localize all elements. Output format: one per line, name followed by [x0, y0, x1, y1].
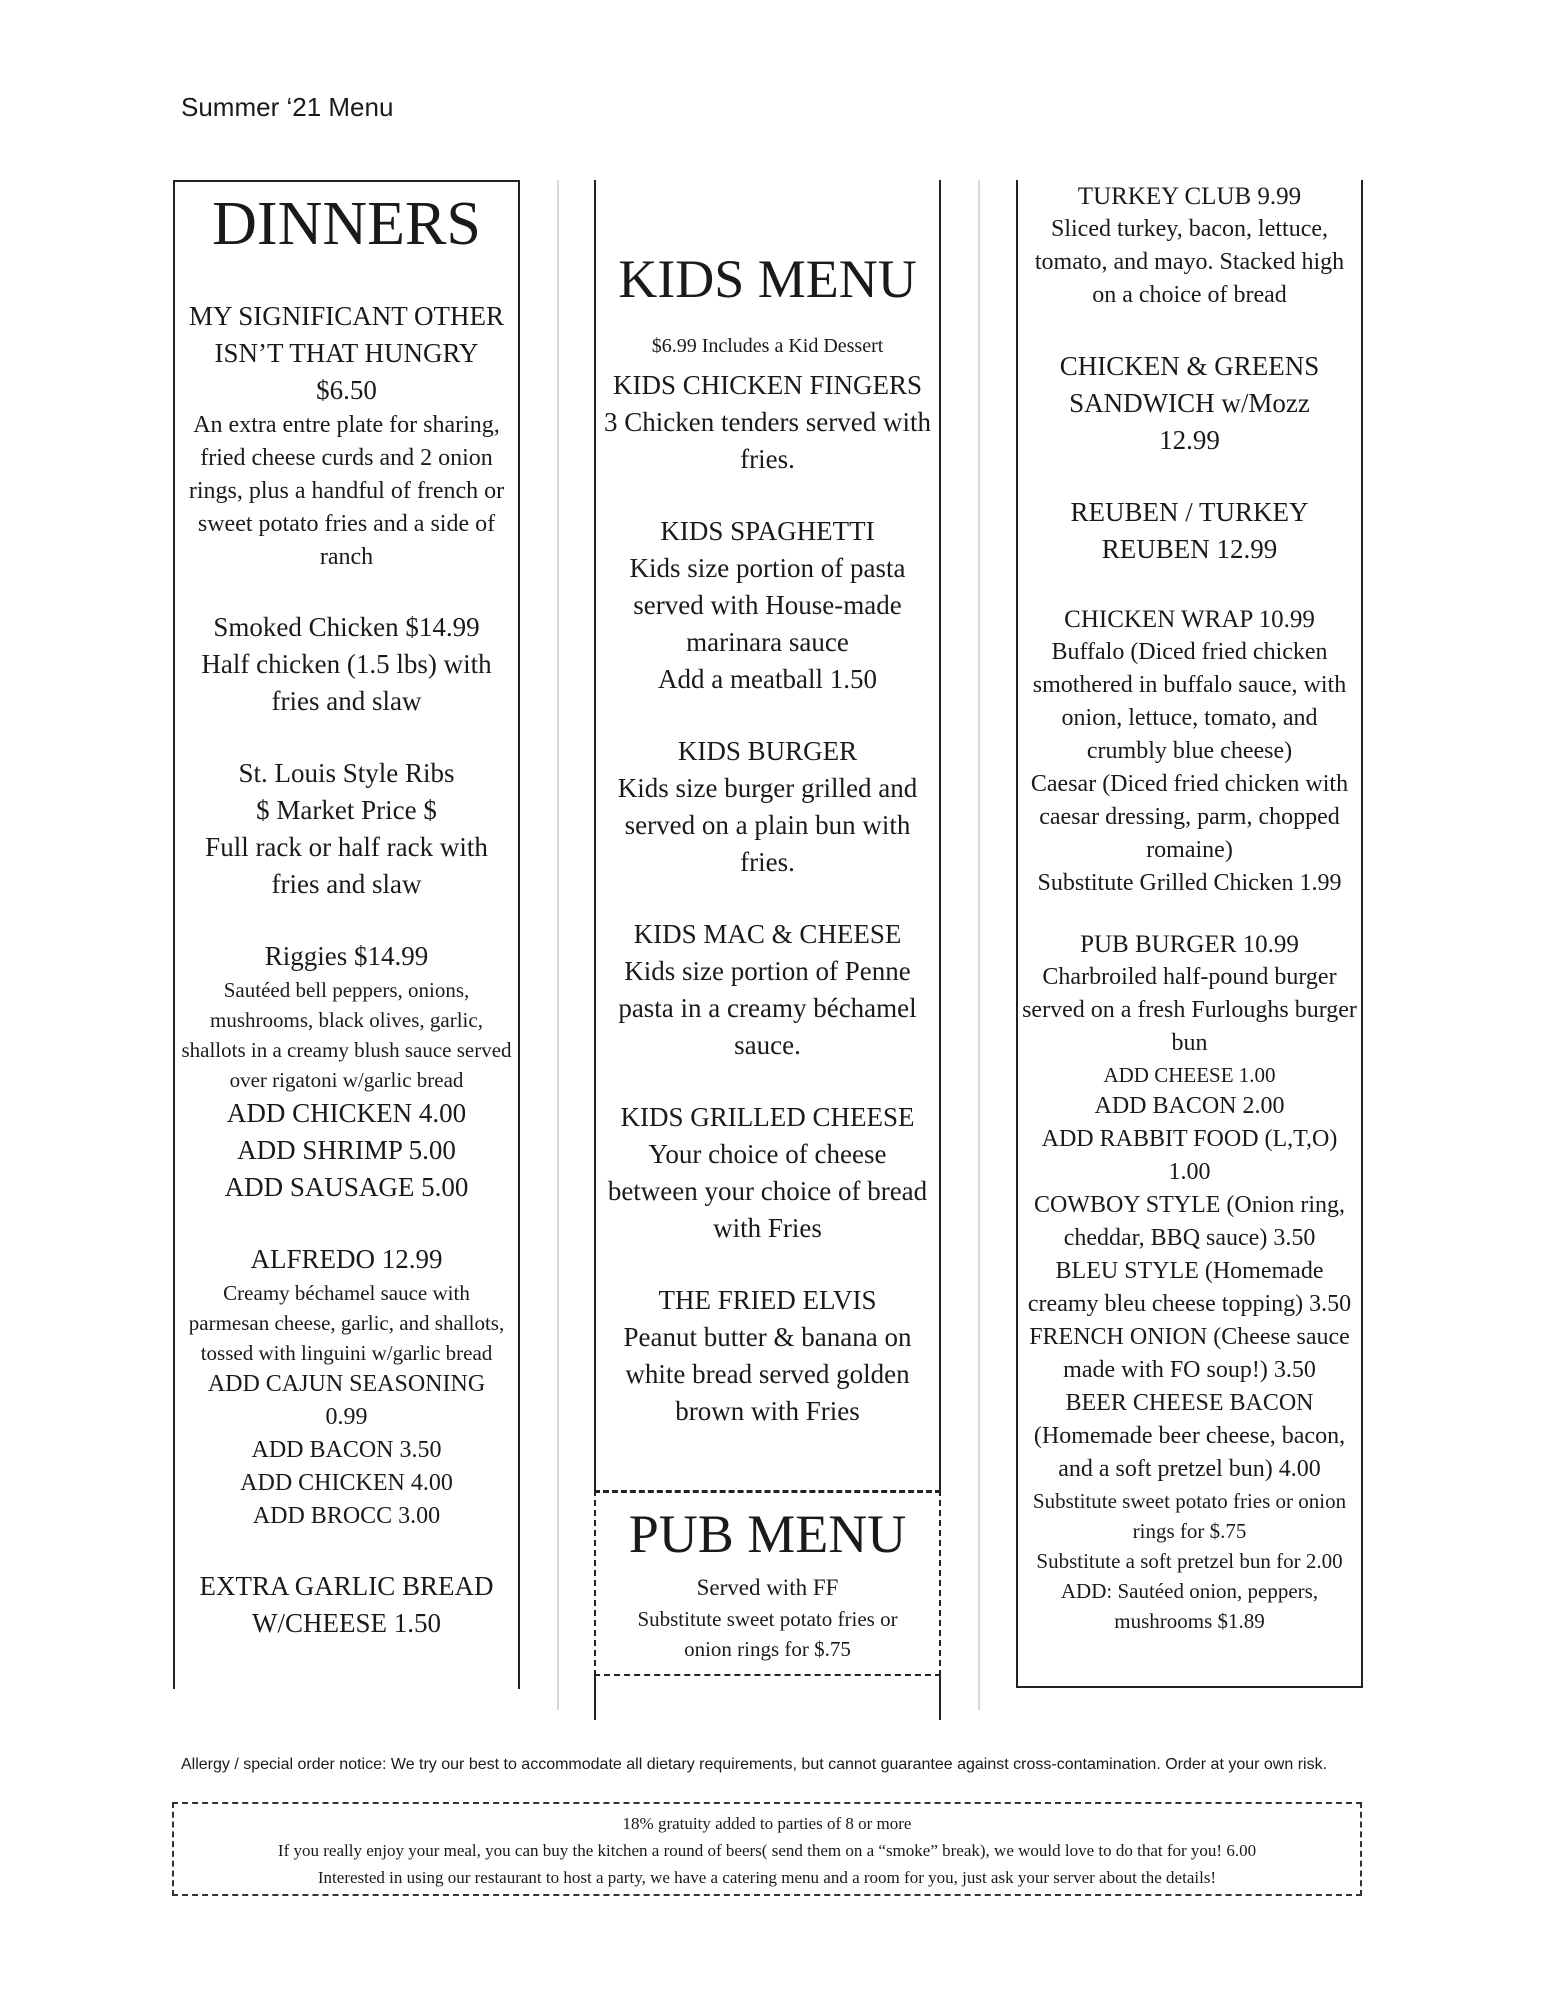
- turkey-club-description: Sliced turkey, bacon, lettuce, tomato, and mayo. Stacked high on a choice of bread: [1034, 216, 1345, 308]
- column-frame: [594, 1676, 941, 1720]
- kids-item-title: KIDS MAC & CHEESE: [633, 919, 902, 950]
- significant-other-price: $6.50: [316, 375, 377, 406]
- smoked-chicken-description: Half chicken (1.5 lbs) with fries and slaw: [201, 649, 492, 717]
- significant-other-description: An extra entre plate for sharing, fried cheese curds and 2 onion rings, plus a handful of french or sweet potato fries and a side of ranch: [188, 412, 505, 571]
- chicken-wrap-substitute: Substitute Grilled Chicken 1.99: [1037, 870, 1342, 896]
- pub-burger-substitute: Substitute sweet potato fries or onion rings for $.75: [1032, 1489, 1347, 1543]
- alfredo-addon: ADD BACON 3.50: [251, 1437, 442, 1464]
- alfredo-addon: ADD CHICKEN 4.00: [240, 1470, 453, 1497]
- riggies-addon: ADD SHRIMP 5.00: [237, 1135, 456, 1166]
- allergy-notice: Allergy / special order notice: We try our best to accommodate all dietary requirements, but cannot guarantee against cross-contamination. Order at your own risk.: [181, 1756, 1328, 1773]
- significant-other-title: MY SIGNIFICANT OTHER: [188, 301, 504, 332]
- kids-item-title: KIDS GRILLED CHEESE: [620, 1102, 915, 1133]
- ribs-title: St. Louis Style Ribs: [238, 758, 455, 789]
- pub-burger-addon: ADD CHEESE 1.00: [1103, 1063, 1276, 1087]
- pub-burger-style: FRENCH ONION (Cheese sauce made with FO soup!) 3.50: [1029, 1324, 1350, 1383]
- ribs-price: $ Market Price $: [256, 795, 437, 826]
- beers-notice: If you really enjoy your meal, you can buy the kitchen a round of beers( send them on a “smoke” break), we would love to do that for you! 6.00: [277, 1841, 1257, 1860]
- sandwiches-section: [1016, 180, 1363, 1688]
- garlic-bread-title: EXTRA GARLIC BREAD: [199, 1571, 494, 1602]
- pub-burger-style: COWBOY STYLE (Onion ring, cheddar, BBQ sauce) 3.50: [1033, 1192, 1346, 1251]
- pub-burger-addon: ADD BACON 2.00: [1094, 1093, 1285, 1119]
- significant-other-title: ISN’T THAT HUNGRY: [214, 338, 479, 369]
- pub-burger-description: Charbroiled half-pound burger served on a fresh Furloughs burger bun: [1022, 964, 1357, 1056]
- kids-item-title: KIDS BURGER: [677, 736, 858, 767]
- kids-item-description: Peanut butter & banana on white bread served golden brown with Fries: [623, 1322, 912, 1427]
- reuben-title: REUBEN / TURKEY: [1070, 497, 1309, 527]
- kids-item-description: 3 Chicken tenders served with fries.: [604, 407, 931, 475]
- gratuity-notice: 18% gratuity added to parties of 8 or more: [622, 1814, 912, 1833]
- kids-item-title: KIDS SPAGHETTI: [660, 516, 875, 547]
- ribs-description: Full rack or half rack with fries and slaw: [205, 832, 488, 900]
- pub-burger-style: BLEU STYLE (Homemade creamy bleu cheese topping) 3.50: [1027, 1258, 1352, 1317]
- pub-burger-addon: 1.00: [1168, 1159, 1211, 1185]
- pub-substitute: Substitute sweet potato fries or onion rings for $.75: [637, 1607, 898, 1662]
- pub-served-with: Served with FF: [696, 1575, 839, 1601]
- kids-item-description: Kids size portion of pasta served with House-made marinara sauce: [629, 553, 906, 658]
- chicken-wrap-title: CHICKEN WRAP 10.99: [1064, 606, 1315, 633]
- kids-subheading: $6.99 Includes a Kid Dessert: [651, 335, 884, 358]
- dinners-section: [173, 180, 520, 1689]
- chicken-wrap-caesar: Caesar (Diced fried chicken with caesar dressing, parm, chopped romaine): [1030, 771, 1349, 863]
- party-notice: Interested in using our restaurant to host a party, we have a catering menu and a room for you, just ask your server about the details!: [317, 1868, 1217, 1887]
- kids-item-description: Kids size portion of Penne pasta in a creamy béchamel sauce.: [618, 956, 917, 1061]
- pub-heading: PUB MENU: [628, 1504, 907, 1564]
- riggies-description: Sautéed bell peppers, onions, mushrooms, black olives, garlic, shallots in a creamy blush sauce served over rigatoni w/garlic bread: [181, 978, 512, 1093]
- pub-burger-substitute: Substitute a soft pretzel bun for 2.00: [1036, 1549, 1343, 1573]
- alfredo-addon: ADD BROCC 3.00: [252, 1503, 441, 1530]
- pub-section: [594, 1490, 941, 1676]
- riggies-addon: ADD SAUSAGE 5.00: [224, 1172, 469, 1203]
- riggies-addon: ADD CHICKEN 4.00: [226, 1098, 467, 1129]
- reuben-title: REUBEN 12.99: [1101, 534, 1278, 564]
- smoked-chicken-title: Smoked Chicken $14.99: [213, 612, 480, 643]
- kids-item-description: Your choice of cheese between your choice of bread with Fries: [607, 1139, 928, 1244]
- chicken-greens-title: CHICKEN & GREENS: [1059, 351, 1320, 381]
- kids-item-description: Kids size burger grilled and served on a plain bun with fries.: [617, 773, 918, 878]
- alfredo-addon: ADD CAJUN SEASONING: [207, 1371, 486, 1398]
- chicken-greens-title: SANDWICH w/Mozz: [1069, 388, 1310, 418]
- pub-burger-addon: ADD: Sautéed onion, peppers, mushrooms $1.89: [1060, 1579, 1319, 1633]
- turkey-club-title: TURKEY CLUB 9.99: [1077, 183, 1302, 210]
- pub-burger-addon: ADD RABBIT FOOD (L,T,O): [1041, 1126, 1338, 1152]
- alfredo-addon: 0.99: [325, 1404, 368, 1431]
- kids-item-extra: Add a meatball 1.50: [658, 664, 877, 695]
- column-divider: [557, 180, 559, 1710]
- page-title: Summer ‘21 Menu: [181, 92, 394, 122]
- pub-burger-title: PUB BURGER 10.99: [1080, 931, 1299, 958]
- kids-item-title: THE FRIED ELVIS: [658, 1285, 877, 1316]
- kids-section: [594, 180, 941, 1490]
- column-divider: [978, 180, 980, 1710]
- kids-item-title: KIDS CHICKEN FINGERS: [612, 370, 923, 401]
- pub-burger-style: BEER CHEESE BACON (Homemade beer cheese, bacon, and a soft pretzel bun) 4.00: [1033, 1390, 1346, 1482]
- notice-box: [172, 1802, 1362, 1896]
- dinners-heading: DINNERS: [212, 190, 481, 258]
- riggies-title: Riggies $14.99: [264, 941, 429, 972]
- alfredo-description: Creamy béchamel sauce with parmesan cheese, garlic, and shallots, tossed with linguini w/garlic bread: [188, 1281, 505, 1366]
- chicken-greens-price: 12.99: [1159, 425, 1220, 455]
- chicken-wrap-buffalo: Buffalo (Diced fried chicken smothered in buffalo sauce, with onion, lettuce, tomato, and crumbly blue cheese): [1032, 639, 1347, 764]
- alfredo-title: ALFREDO 12.99: [250, 1244, 443, 1275]
- garlic-bread-title: W/CHEESE 1.50: [252, 1608, 441, 1639]
- kids-heading: KIDS MENU: [618, 249, 917, 309]
